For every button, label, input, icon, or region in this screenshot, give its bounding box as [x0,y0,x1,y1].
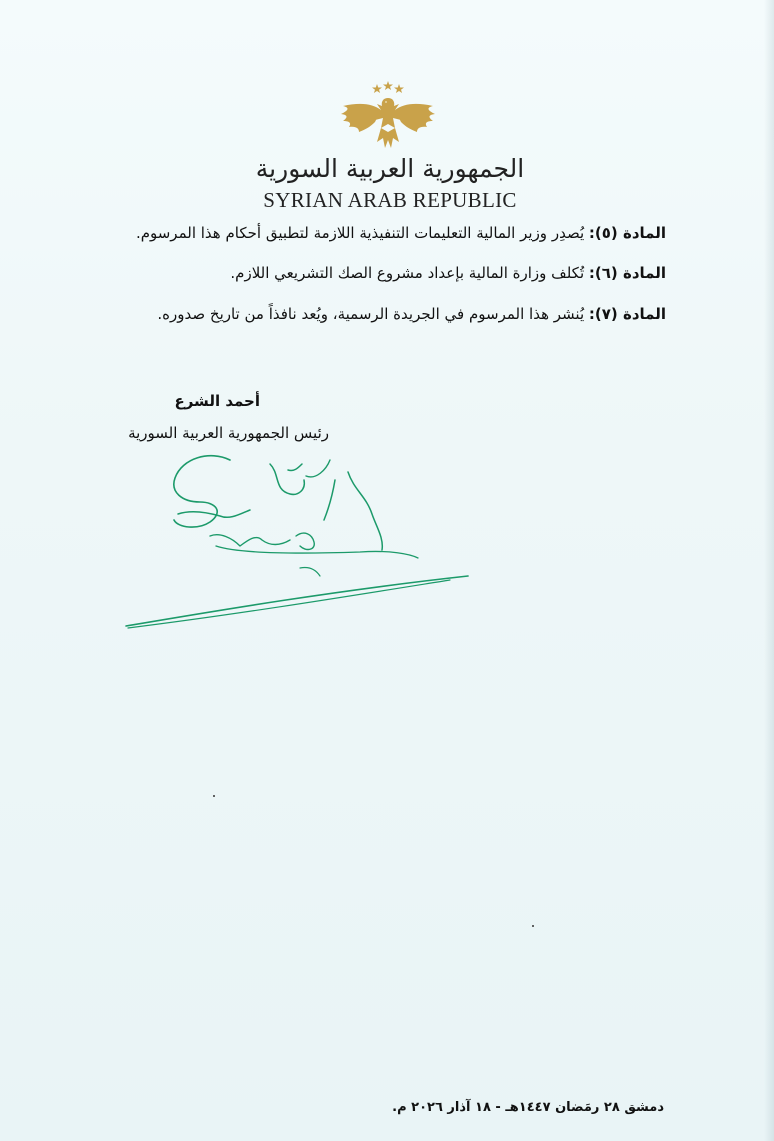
article-label: المادة (٥): [588,224,666,242]
country-name-english: SYRIAN ARAB REPUBLIC [263,188,517,212]
issue-date: دمشق ٢٨ رمَضان ١٤٤٧هـ - ١٨ آذار ٢٠٢٦ م. [392,1100,664,1115]
signer-title: رئيس الجمهورية العربية السورية [128,424,329,442]
speck-mark [213,795,215,797]
handwritten-signature [120,450,480,635]
article-text: تُكلف وزارة المالية بإعداد مشروع الصك التشريعي اللازم. [230,264,589,282]
speck-mark [532,925,534,927]
signer-name: أحمد الشرع [174,392,260,410]
eagle-emblem-icon [337,80,439,152]
article-text: يُنشر هذا المرسوم في الجريدة الرسمية، ويُعد نافذاً من تاريخ صدوره. [157,305,589,323]
article-label: المادة (٧): [588,305,666,323]
article-6 [66,261,666,285]
article-5 [66,221,666,245]
article-label: المادة (٦): [588,264,666,282]
country-name-arabic: الجمهورية العربية السورية [255,154,525,183]
page-edge-shadow [764,0,774,1141]
article-text: يُصدِر وزير المالية التعليمات التنفيذية اللازمة لتطبيق أحكام هذا المرسوم. [135,224,589,242]
article-7 [66,302,666,326]
